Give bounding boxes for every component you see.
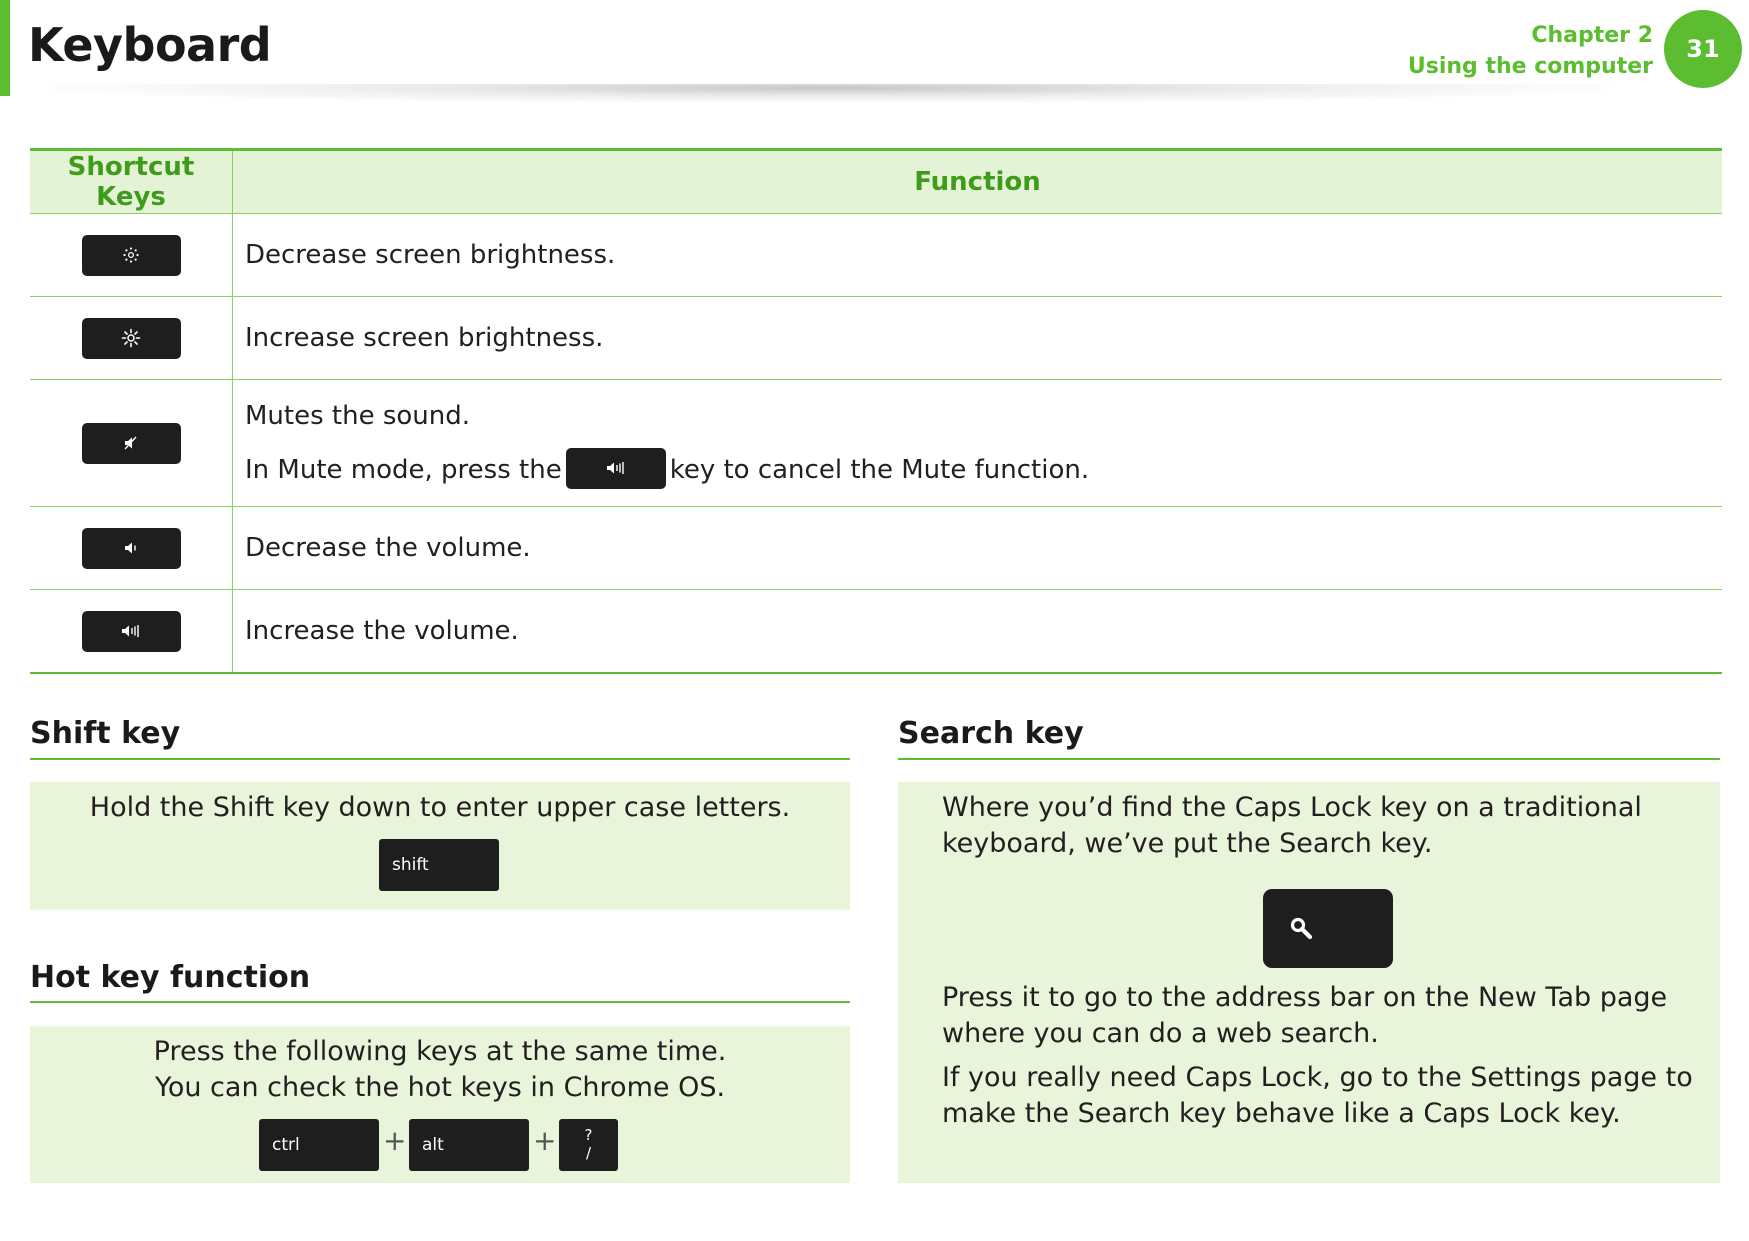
search-key-rule [898,758,1720,760]
chapter-number: Chapter 2 [1531,23,1653,48]
mute-cancel-text-before: In Mute mode, press the [245,454,562,485]
ctrl-key: ctrl [259,1119,379,1171]
function-text: Increase screen brightness. [233,297,1723,380]
accent-bar [0,0,10,96]
function-text: Decrease the volume. [233,507,1723,590]
hot-key-line-2: You can check the hot keys in Chrome OS. [154,1072,726,1103]
volume-down-key [82,528,181,569]
mute-key [82,423,181,464]
mute-cancel-line [245,450,1710,491]
column-header-shortcut-keys: Shortcut Keys [30,150,233,214]
brightness-down-icon [122,246,140,264]
page-number: 31 [1664,10,1742,88]
volume-up-icon [120,622,142,640]
shift-key-rule [30,758,850,760]
shift-key: shift [379,839,499,891]
table-row [30,590,1722,674]
function-text: Increase the volume. [245,616,519,646]
function-text-block [233,380,1723,507]
hot-key-heading: Hot key function [30,960,311,995]
chapter-label [1408,20,1653,82]
page-title: Keyboard [28,18,272,72]
search-key-para-2: Press it to go to the address bar on the New Tab page where you can do a web search. [942,982,1668,1049]
search-key-panel [898,782,1720,1183]
key-top-symbol: ? [584,1126,593,1144]
brightness-down-key [82,235,181,276]
shift-key-description: Hold the Shift key down to enter upper case letters. [89,792,791,823]
slash-question-key [559,1119,618,1171]
hot-key-line-1: Press the following keys at the same time. [153,1036,727,1067]
mute-cancel-text-after: key to cancel the Mute function. [669,454,1090,485]
hot-key-panel [30,1026,850,1183]
volume-up-key [82,611,181,652]
table-row [30,507,1722,590]
mute-description: Mutes the sound. [245,400,471,431]
key-cell [30,590,233,674]
volume-up-key-inline [566,448,666,489]
mute-icon [122,434,140,452]
shortcut-table [30,148,1722,674]
column-header-function: Function [233,150,1723,214]
key-cell [30,507,233,590]
key-cell [30,297,233,380]
table-header-row [30,150,1722,214]
brightness-up-key [82,318,181,359]
hot-key-rule [30,1001,850,1003]
plus-sign: + [533,1124,557,1157]
search-key-para-1: Where you’d find the Caps Lock key on a traditional keyboard, we’ve put the Search key. [942,792,1642,859]
key-cell [30,214,233,297]
search-key-heading: Search key [898,716,1084,751]
shift-key-heading: Shift key [30,716,181,751]
key-bottom-symbol: / [585,1144,592,1162]
shift-key-panel [30,782,850,910]
brightness-up-icon [121,328,141,348]
table-row [30,297,1722,380]
function-text: Decrease screen brightness. [233,214,1723,297]
alt-key: alt [409,1119,529,1171]
search-icon [1289,916,1315,942]
table-row [30,214,1722,297]
chapter-title: Using the computer [1407,54,1653,79]
key-cell [30,380,233,507]
volume-up-icon [605,459,627,477]
volume-down-icon [122,539,140,557]
search-key-para-3: If you really need Caps Lock, go to the Settings page to make the Search key behave like a Caps Lock key. [942,1062,1693,1129]
plus-sign: + [383,1124,407,1157]
header-shadow [10,84,1650,104]
search-key [1263,889,1393,968]
table-row [30,380,1722,507]
